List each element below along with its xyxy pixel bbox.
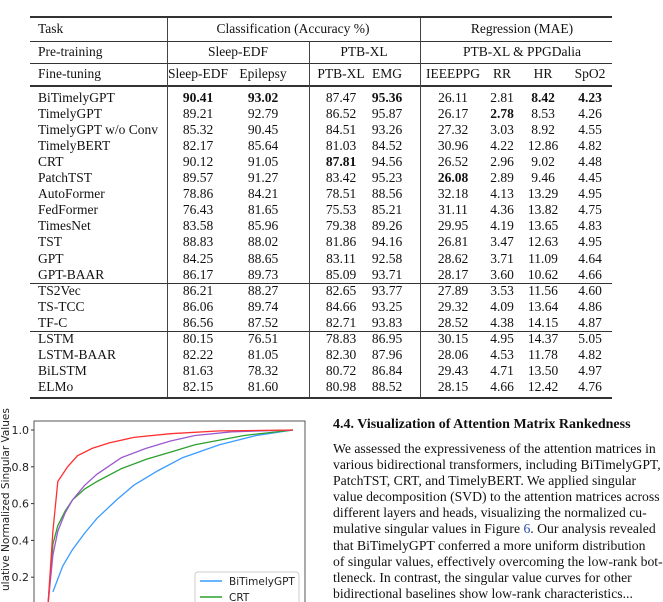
column-divider [309,41,310,397]
table-cell: 75.53 [325,202,357,218]
table-cell: 85.96 [247,218,279,234]
table-cell: 4.87 [578,314,602,330]
table-cell: 76.51 [247,330,279,346]
table-cell: 82.22 [182,346,214,362]
table-cell: 11.78 [528,346,558,362]
table-cell: 5.05 [578,330,602,346]
table-cell: 82.17 [182,138,214,154]
section-attention-rankedness [333,416,663,602]
paragraph-line: of singular values, effectively overcoming the low-rank bot- [333,553,663,569]
table-cell: 26.17 [437,106,469,122]
table-cell: 82.65 [325,282,357,298]
table-cell: 86.17 [182,266,214,282]
table-cell: 89.73 [247,266,279,282]
table-cell: 4.22 [490,138,514,154]
y-tick-label: 0.4 [11,534,29,548]
table-cell: 88.56 [371,186,403,202]
table-cell: 82.30 [325,346,357,362]
table-cell: 86.95 [371,330,403,346]
row-model-name: FedFormer [38,202,98,218]
table-cell: 87.47 [325,90,357,105]
table-cell: 4.66 [490,378,514,394]
table-cell: 84.66 [325,298,357,314]
paragraph-line: PatchTST, CRT, and TimelyBERT. We applied singular [333,473,637,489]
table-cell: 95.36 [371,90,403,105]
table-cell: 14.15 [527,314,559,330]
table-cell: 14.37 [527,330,559,346]
table-cell: 93.26 [371,122,403,138]
paragraph-line: bidirectional baselines show low-rank characteristics... [333,585,633,601]
table-cell: 89.21 [182,106,214,122]
table-cell: 81.63 [182,362,214,378]
table-cell: 12.63 [527,234,559,250]
table-cell: 4.71 [490,362,514,378]
table-cell: 94.56 [371,154,403,170]
table-cell: 84.51 [325,122,357,138]
table-cell: 93.71 [371,266,403,282]
row-model-name: PatchTST [38,170,92,186]
y-tick-label: 1.0 [11,424,29,437]
table-cell: 4.64 [578,250,602,266]
table-cell: 90.12 [182,154,214,170]
table-cell: 81.03 [325,138,357,154]
table-cell: 28.52 [437,314,469,330]
table-cell: 8.92 [531,122,555,138]
table-cell: 87.81 [325,154,357,170]
table-cell: 88.83 [182,234,214,250]
table-cell: 93.02 [247,90,279,105]
table-cell: 86.52 [325,106,357,122]
table-cell: 31.11 [438,202,468,218]
table-cell: 32.18 [437,186,469,202]
legend-label: CRT [229,592,250,602]
table-cell: 83.58 [182,218,214,234]
table-cell: 82.15 [182,378,214,394]
column-header: SpO2 [574,66,606,81]
header-finetuning: Fine-tuning [38,66,101,81]
table-cell: 12.86 [527,138,559,154]
table-cell: 4.82 [578,138,602,154]
figure-reference-link[interactable]: 6 [523,521,531,537]
table-cell: 4.95 [490,330,514,346]
header-regression: Regression (MAE) [470,21,574,36]
table-cell: 3.53 [490,282,514,298]
row-model-name: TimesNet [38,218,91,234]
table-cell: 27.32 [437,122,469,138]
column-header: PTB-XL [317,66,365,81]
table-cell: 26.08 [437,170,469,186]
paragraph-line: various bidirectional transformers, including BiTimelyGPT, [333,457,661,473]
table-cell: 4.38 [490,314,514,330]
pretraining-group: PTB-XL & PPGDalia [463,44,581,59]
table-cell: 13.64 [527,298,559,314]
table-cell: 3.60 [490,266,514,282]
paragraph-line: mulative singular values in Figure 6. Our analysis revealed [333,521,656,537]
table-cell: 9.46 [531,170,555,186]
pretraining-group: Sleep-EDF [208,44,268,59]
table-cell: 12.42 [527,378,559,394]
paragraph-line: tleneck. In contrast, the singular value curves for other [333,569,632,585]
table-cell: 4.36 [490,202,514,218]
table-cell: 4.48 [578,154,602,170]
table-cell: 80.15 [182,330,214,346]
table-cell: 86.06 [182,298,214,314]
row-model-name: BiTimelyGPT [38,90,115,105]
legend-label: BiTimelyGPT [229,576,295,588]
table-cell: 13.50 [527,362,559,378]
table-cell: 93.25 [371,298,403,314]
column-header: RR [492,66,512,81]
table-cell: 83.11 [326,250,356,266]
column-divider [420,18,421,397]
row-model-name: GPT-BAAR [38,266,105,282]
table-cell: 89.57 [182,170,214,186]
table-cell: 90.45 [247,122,279,138]
table-cell: 4.45 [578,170,602,186]
table-cell: 88.52 [371,378,403,394]
table-cell: 4.19 [490,218,514,234]
table-cell: 2.96 [490,154,514,170]
table-rule [30,331,612,332]
y-tick-label: 0.8 [11,460,29,474]
column-header: Epilepsy [239,66,287,81]
table-cell: 86.21 [182,282,214,298]
table-cell: 85.64 [247,138,279,154]
table-cell: 81.86 [325,234,357,250]
table-cell: 29.32 [437,298,469,314]
table-rule [30,63,612,64]
table-cell: 92.79 [247,106,279,122]
table-rule [30,85,612,87]
table-cell: 76.43 [182,202,214,218]
table-rule [30,41,612,42]
table-cell: 4.53 [490,346,514,362]
row-model-name: LSTM-BAAR [38,346,117,362]
table-cell: 93.77 [371,282,403,298]
row-model-name: TimelyGPT [38,106,103,122]
paragraph-line-tail: . Our analysis revealed [530,521,656,537]
table-cell: 91.27 [247,170,279,186]
table-cell: 9.02 [531,154,555,170]
row-model-name: TimelyBERT [38,138,111,154]
table-cell: 82.71 [325,314,357,330]
table-cell: 81.65 [247,202,279,218]
y-tick-label: 0.6 [11,497,29,511]
table-cell: 4.60 [578,282,602,298]
y-tick-label: 0.2 [11,571,29,585]
row-model-name: TST [38,234,63,250]
table-cell: 84.25 [182,250,214,266]
row-model-name: GPT [38,250,64,266]
table-cell: 87.96 [371,346,403,362]
table-cell: 83.42 [325,170,357,186]
table-cell: 4.95 [578,234,602,250]
paragraph-line: value decomposition (SVD) to the attention matrices across [333,489,660,505]
table-cell: 94.16 [371,234,403,250]
table-cell: 2.78 [490,106,514,122]
table-cell: 11.56 [528,282,558,298]
table-cell: 86.84 [371,362,403,378]
column-header: HR [533,66,553,81]
table-cell: 30.15 [437,330,469,346]
table-cell: 28.15 [437,378,469,394]
table-cell: 10.62 [527,266,559,282]
table-rule [30,283,612,284]
section-paragraph [333,441,663,602]
row-model-name: CRT [38,154,64,170]
table-cell: 88.27 [247,282,279,298]
table-cell: 93.83 [371,314,403,330]
header-classification: Classification (Accuracy %) [216,21,370,36]
table-cell: 29.95 [437,218,469,234]
table-cell: 2.81 [490,90,514,105]
table-cell: 4.82 [578,346,602,362]
section-heading: 4.4. Visualization of Attention Matrix Rankedness [333,417,631,432]
table-cell: 4.75 [578,202,602,218]
table-cell: 79.38 [325,218,357,234]
column-header: IEEEPPG [426,66,480,81]
singular-values-chart [0,400,320,602]
table-cell: 8.53 [531,106,555,122]
row-model-name: ELMo [38,378,74,394]
table-cell: 28.06 [437,346,469,362]
table-cell: 78.51 [325,186,357,202]
column-header: EMG [372,66,402,81]
pretraining-group: PTB-XL [340,44,388,59]
table-cell: 88.65 [247,250,279,266]
table-cell: 89.26 [371,218,403,234]
table-cell: 4.86 [578,298,602,314]
paragraph-line: different layers and heads, visualizing the normalized cu- [333,505,647,521]
row-model-name: TS-TCC [38,298,85,314]
table-cell: 85.09 [325,266,357,282]
table-cell: 27.89 [437,282,469,298]
table-cell: 91.05 [247,154,279,170]
table-cell: 80.98 [325,378,357,394]
paragraph-line: that BiTimelyGPT conferred a more uniform distribution [333,537,646,553]
table-cell: 4.83 [578,218,602,234]
table-cell: 13.29 [527,186,559,202]
table-cell: 88.02 [247,234,279,250]
table-cell: 81.60 [247,378,279,394]
table-cell: 4.66 [578,266,602,282]
table-cell: 4.13 [490,186,514,202]
header-pretraining: Pre-training [38,44,103,59]
row-model-name: AutoFormer [38,186,105,202]
table-rule [30,16,612,18]
table-cell: 86.56 [182,314,214,330]
header-task: Task [38,21,64,36]
row-model-name: LSTM [38,330,75,346]
table-cell: 30.96 [437,138,469,154]
table-cell: 11.09 [528,250,558,266]
table-cell: 85.32 [182,122,214,138]
table-cell: 2.89 [490,170,514,186]
table-cell: 28.62 [437,250,469,266]
column-header: Sleep-EDF [168,66,228,81]
table-cell: 87.52 [247,314,279,330]
table-cell: 8.42 [531,90,555,105]
table-cell: 3.71 [490,250,514,266]
row-model-name: TF-C [38,314,68,330]
row-model-name: TS2Vec [38,282,81,298]
table-cell: 80.72 [325,362,357,378]
table-cell: 4.95 [578,186,602,202]
table-cell: 26.52 [437,154,469,170]
table-cell: 26.81 [437,234,469,250]
table-cell: 84.21 [247,186,279,202]
table-cell: 13.65 [527,218,559,234]
y-axis-label: ulative Normalized Singular Values [0,408,12,591]
table-cell: 4.26 [578,106,602,122]
row-model-name: BiLSTM [38,362,87,378]
table-rule [30,397,612,399]
table-cell: 95.23 [371,170,403,186]
table-cell: 3.03 [490,122,514,138]
table-cell: 92.58 [371,250,403,266]
table-cell: 4.76 [578,378,602,394]
table-cell: 26.11 [438,90,468,105]
table-cell: 28.17 [437,266,469,282]
table-cell: 78.86 [182,186,214,202]
table-cell: 4.97 [578,362,602,378]
table-cell: 4.55 [578,122,602,138]
table-cell: 78.32 [247,362,279,378]
table-cell: 29.43 [437,362,469,378]
table-cell: 4.09 [490,298,514,314]
table-cell: 90.41 [182,90,214,105]
paragraph-line: We assessed the expressiveness of the attention matrices in [333,441,656,456]
row-model-name: TimelyGPT w/o Conv [38,122,159,138]
table-cell: 84.52 [371,138,403,154]
table-cell: 89.74 [247,298,279,314]
table-cell: 78.83 [325,330,357,346]
table-cell: 95.87 [371,106,403,122]
table-cell: 4.23 [578,90,602,105]
series-line-bitimelygpt [53,430,293,592]
table-cell: 3.47 [490,234,514,250]
table-cell: 81.05 [247,346,279,362]
table-cell: 13.82 [527,202,559,218]
table-cell: 85.21 [371,202,403,218]
